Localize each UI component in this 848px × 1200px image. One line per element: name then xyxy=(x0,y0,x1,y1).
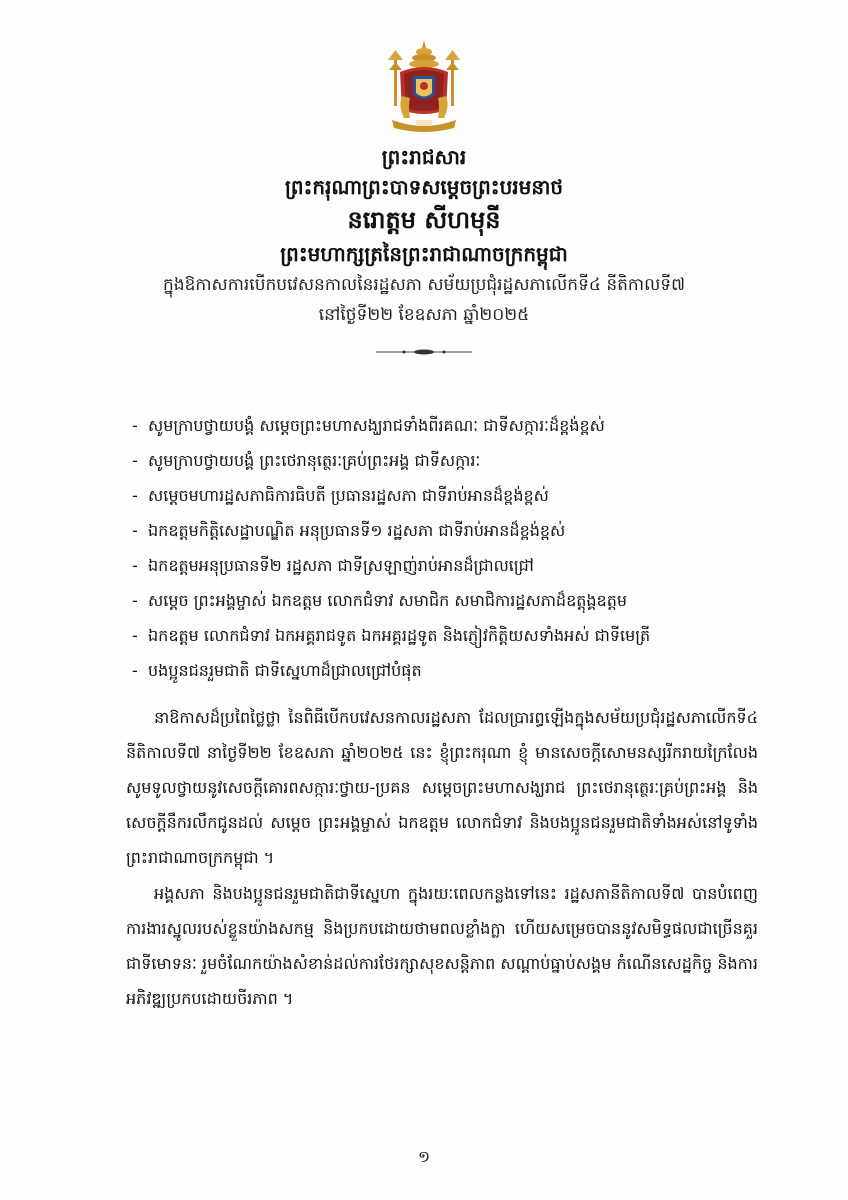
salutation-item: - ឯកឧត្តម លោកជំទាវ ឯកអគ្គរាជទូត ឯកអគ្គរដ្ឋទូត និងភ្ញៀវកិត្តិយសទាំងអស់ ជាទីមេត្រី xyxy=(132,626,651,645)
body-paragraph-2: អង្គសភា និងបងប្អូនជនរួមជាតិជាទីស្នេហា ក្នុងរយៈពេលកន្លងទៅនេះ រដ្ឋសភានីតិកាលទី៧ បានបំពេញការងារស្នូលរបស់ខ្លួនយ៉ាងសកម្ម និងប្រកបដោយថាមពលខ្លាំងក្លា ហើយសម្រេចបាននូវសមិទ្ធផលជាច្រើនគួរជាទីមោទនៈ រួមចំណែកយ៉ាងសំខាន់ដល់ការថែរក្សាសុខសន្តិភាព សណ្ដាប់ធ្នាប់សង្គម កំណើនសេដ្ឋកិច្ច និងការអភិវឌ្ឍប្រកបដោយចីរភាព ។ xyxy=(126,884,758,1008)
salutation-item: - ឯកឧត្តមកិត្តិសេដ្ឋាបណ្ឌិត អនុប្រធានទី១ រដ្ឋសភា ជាទីរាប់អានដ៏ខ្ពង់ខ្ពស់ xyxy=(132,521,566,540)
royal-title-line: ព្រះករុណាព្រះបាទសម្តេចព្រះបរមនាថ xyxy=(284,175,564,199)
ornamental-divider xyxy=(374,347,474,357)
king-name: នរោត្តម សីហមុនី xyxy=(347,205,501,234)
document-header xyxy=(0,142,848,330)
salutation-item: - បងប្អូនជនរួមជាតិ ជាទីស្នេហាដ៏ជ្រាលជ្រៅបំផុត xyxy=(132,661,422,680)
salutation-item: - ឯកឧត្តមអនុប្រធានទី២ រដ្ឋសភា ជាទីស្រឡាញ់រាប់អានដ៏ជ្រាលជ្រៅ xyxy=(132,556,534,575)
body-paragraph-1: នាឱកាសដ៏ប្រពៃថ្លៃថ្លា នៃពិធីបើកបវេសនកាលរដ្ឋសភា ដែលប្រារព្ធឡើងក្នុងសម័យប្រជុំរដ្ឋសភាលើកទី៤ នីតិកាលទី៧ នាថ្ងៃទី២២ ខែឧសភា ឆ្នាំ២០២៥ នេះ ខ្ញុំព្រះករុណា ខ្ញុំ មានសេចក្ដីសោមនស្សរីករាយក្រៃលែង សូមទូលថ្វាយនូវសេចក្ដីគោរពសក្ការៈថ្វាយ-ប្រគន សម្ដេចព្រះមហាសង្ឃរាជ ព្រះថេរានុត្ថេរៈគ្រប់ព្រះអង្គ និងសេចក្ដីនឹករលឹកជូនដល់ សម្ដេច ព្រះអង្គម្ចាស់ ឯកឧត្តម លោកជំទាវ និងបងប្អូនជនរួមជាតិទាំងអស់នៅទូទាំងព្រះរាជាណាចក្រកម្ពុជា ។ xyxy=(126,708,758,867)
salutation-list xyxy=(132,408,812,688)
document-type-title: ព្រះរាជសារ xyxy=(381,145,467,169)
page-number: ១ xyxy=(417,1147,431,1166)
salutation-item: - សម្ដេចមហារដ្ឋសភាធិការធិបតី ប្រធានរដ្ឋសភា ជាទីរាប់អានដ៏ខ្ពង់ខ្ពស់ xyxy=(132,486,549,505)
king-office-line: ព្រះមហាក្សត្រនៃព្រះរាជាណាចក្រកម្ពុជា xyxy=(280,242,568,266)
salutation-item: - សូមក្រាបថ្វាយបង្គំ សម្ដេចព្រះមហាសង្ឃរាជទាំងពីរគណៈ ជាទីសក្ការៈដ៏ខ្ពង់ខ្ពស់ xyxy=(132,416,605,435)
occasion-date: នៅថ្ងៃទី២២ ខែឧសភា ឆ្នាំ២០២៥ xyxy=(318,305,530,325)
salutation-item: - សូមក្រាបថ្វាយបង្គំ ព្រះថេរានុត្ថេរៈគ្រប់ព្រះអង្គ ជាទីសក្ការៈ xyxy=(132,451,481,470)
royal-coat-of-arms-icon xyxy=(380,36,468,136)
occasion-subtitle: ក្នុងឱកាសការបើកបវេសនកាលនៃរដ្ឋសភា សម័យប្រជុំរដ្ឋសភាលើកទី៤ នីតិកាលទី៧ xyxy=(162,275,686,295)
salutation-item: - សម្ដេច ព្រះអង្គម្ចាស់ ឯកឧត្តម លោកជំទាវ សមាជិក សមាជិការដ្ឋសភាដ៏ឧត្តុង្គឧត្តម xyxy=(132,591,628,610)
